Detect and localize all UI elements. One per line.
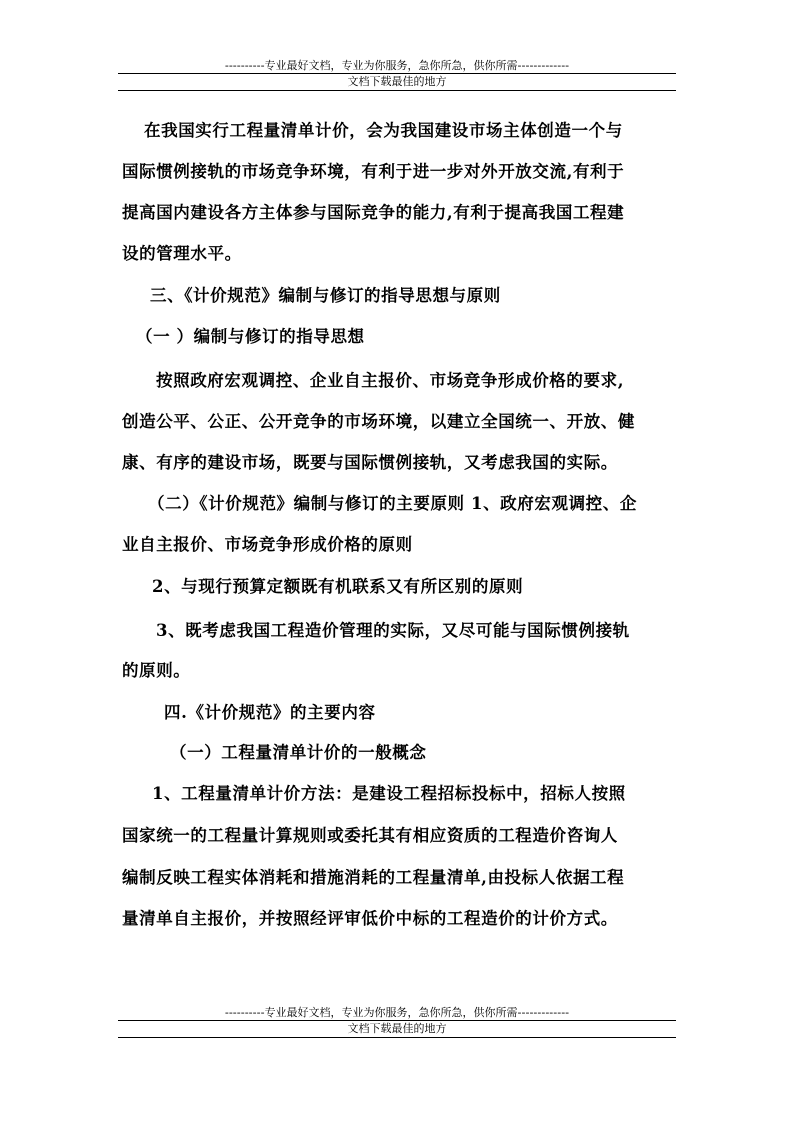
body-line-18: 国家统一的工程量计算规则或委托其有相应资质的工程造价咨询人 — [122, 826, 618, 845]
body-line-20: 量清单自主报价，并按照经评审低价中标的工程造价的计价方式。 — [122, 909, 618, 928]
body-line-7: 按照政府宏观调控、企业自主报价、市场竞争形成价格的要求, — [156, 371, 625, 390]
body-line-14: 的原则。 — [122, 661, 191, 680]
body-line-8: 创造公平、公正、公开竞争的市场环境，以建立全国统一、开放、健 — [122, 412, 635, 431]
body-line-2: 国际惯例接轨的市场竞争环境，有利于进一步对外开放交流,有利于 — [122, 162, 625, 181]
body-line-3: 提高国内建设各方主体参与国际竞争的能力,有利于提高我国工程建 — [122, 203, 625, 222]
header-subtitle: 文档下载最佳的地方 — [118, 74, 676, 91]
footer-subtitle: 文档下载最佳的地方 — [118, 1021, 676, 1038]
body-line-9: 康、有序的建设市场，既要与国际惯例接轨，又考虑我国的实际。 — [122, 453, 618, 472]
page-footer — [118, 1005, 676, 1038]
body-line-13: 3、既考虑我国工程造价管理的实际，又尽可能与国际惯例接轨 — [156, 621, 630, 640]
body-line-17: 1、工程量清单计价方法：是建设工程招标投标中，招标人按照 — [152, 784, 626, 803]
body-line-19: 编制反映工程实体消耗和措施消耗的工程量清单,由投标人依据工程 — [122, 868, 625, 887]
body-line-1: 在我国实行工程量清单计价，会为我国建设市场主体创造一个与 — [144, 121, 623, 140]
header-tagline: ----------专业最好文档，专业为你服务，急你所急，供你所需------------- — [118, 58, 676, 74]
body-line-12: 2、与现行预算定额既有机联系又有所区别的原则 — [152, 577, 524, 596]
body-line-4: 设的管理水平。 — [122, 244, 242, 263]
subsection-heading-3-1: （一 ）编制与修订的指导思想 — [136, 327, 365, 346]
section-heading-3: 三、《计价规范》编制与修订的指导思想与原则 — [150, 286, 501, 305]
body-line-11: 业自主报价、市场竞争形成价格的原则 — [122, 535, 413, 554]
footer-tagline: ----------专业最好文档，专业为你服务，急你所急，供你所需------------- — [118, 1005, 676, 1021]
section-heading-4: 四.《计价规范》的主要内容 — [164, 703, 376, 722]
subsection-heading-4-1: （一）工程量清单计价的一般概念 — [170, 743, 427, 762]
subsection-heading-3-2: （二）《计价规范》编制与修订的主要原则 1、政府宏观调控、企 — [148, 494, 637, 513]
page-header — [118, 58, 676, 91]
